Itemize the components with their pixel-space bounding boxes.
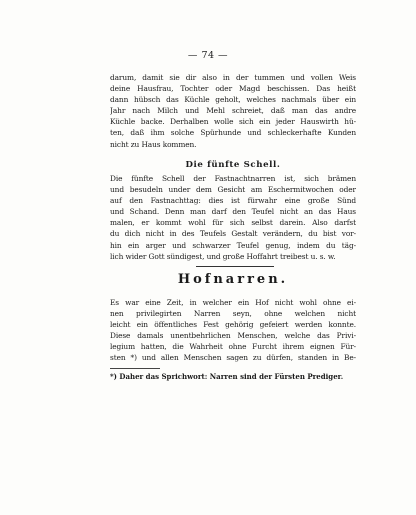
chapter-title: Hofnarren. (177, 272, 289, 287)
text-line: nen privilegirten Narren seyn, ohne welchen nicht (110, 309, 356, 319)
text-line: ten, daß ihm solche Spürhunde und schleckerhafte Kunden (110, 128, 356, 138)
text-line: hin ein arger und schwarzer Teufel genug, indem du täg- (110, 240, 356, 250)
paragraph-2 (110, 173, 356, 262)
footnote: *) Daher das Sprichwort: Narren sind der Fürsten Prediger. (110, 372, 344, 381)
text-line: darum, damit sie dir also in der tummen und vollen Weis (110, 73, 356, 82)
text-line: Diese damals unentbehrlichen Menschen, welche das Privi- (110, 331, 356, 341)
paragraph-1 (110, 72, 356, 150)
paragraph-3 (110, 297, 356, 364)
text-line: lich wider Gott sündigest, und große Hoffahrt treibest u. s. w. (110, 251, 336, 261)
footnote-rule (110, 368, 160, 369)
divider-rule (196, 266, 274, 267)
text-line: nicht zu Haus kommen. (110, 139, 197, 149)
text-line: legium hatten, die Wahrheit ohne Furcht ihrem eignen Für- (110, 342, 356, 352)
text-line: malen, er kommt wohl für sich selbst darein. Also darfst (110, 218, 356, 228)
page-number: — 74 — (187, 50, 229, 61)
section-heading: Die fünfte Schell. (185, 160, 281, 170)
text-line: Küchle backe. Derhalben wolle sich ein jeder Hauswirth hü- (110, 117, 356, 127)
text-line: du dich nicht in des Teufels Gestalt verändern, du bist vor- (110, 229, 356, 239)
text-line: dann hübsch das Küchle geholt, welches nachmals über ein (110, 95, 356, 105)
text-line: und besudeln under dem Gesicht am Eschermitwochen oder (110, 185, 356, 195)
text-line: auf den Fastnachttag: dies ist fürwahr eine große Sünd (110, 196, 356, 206)
text-line: Die fünfte Schell der Fastnachtnarren ist, sich brämen (110, 174, 356, 183)
text-line: Jahr nach Milch und Mehl schreiet, daß man das andre (110, 106, 356, 116)
text-line: Es war eine Zeit, in welcher ein Hof nicht wohl ohne ei- (110, 298, 356, 307)
text-line: leicht ein öffentliches Fest gehörig gefeiert werden konnte. (110, 320, 356, 330)
text-line: sten *) und allen Menschen sagen zu dürfen, standen in Be- (110, 353, 356, 363)
text-line: und Schand. Denn man darf den Teufel nicht an das Haus (110, 207, 356, 217)
text-line: deine Hausfrau, Tochter oder Magd beschissen. Das heißt (110, 84, 356, 94)
